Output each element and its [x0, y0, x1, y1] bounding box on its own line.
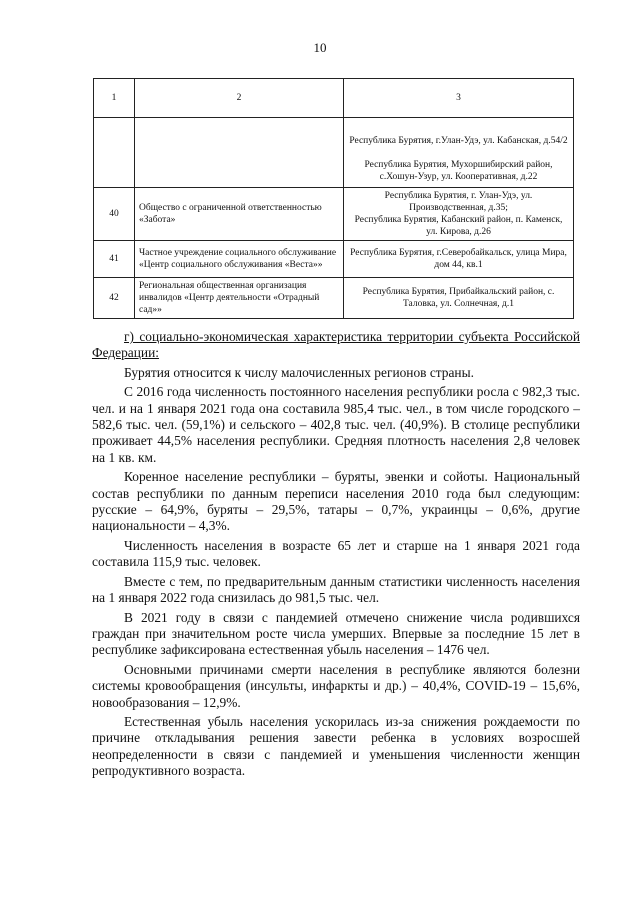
organizations-table: [93, 78, 574, 319]
address: Республика Бурятия, г.Северобайкальск, улица Мира, дом 44, кв.1: [350, 248, 567, 270]
paragraph: С 2016 года численность постоянного населения республики росла с 982,3 тыс. чел. и на 1 января 2021 года она составила 985,4 тыс. чел., в том числе городского – 582,6 тыс. чел. (59,1%) и сельского – 402,8 тыс. чел. (40,9%). В столице республики проживает 44,5% населения республики. Средняя плотность населения 2,8 человек на 1 кв. км.: [92, 384, 580, 465]
section-title-text: г) социально-экономическая характеристика территории субъекта Российской Федерации:: [92, 329, 580, 361]
row-number: 42: [94, 278, 135, 319]
organization-name: Частное учреждение социального обслуживание «Центр социального обслуживания «Веста»»: [135, 241, 344, 278]
page-number: 10: [313, 40, 327, 55]
organization-addresses: [344, 278, 574, 319]
header-col-1: 1: [94, 79, 135, 118]
table-header-row: [94, 79, 574, 118]
paragraph: Естественная убыль населения ускорилась из-за снижения рождаемости по причине откладывания решения завести ребенка в условиях возросшей неопределенности в связи с пандемией и уменьшения численности женщин репродуктивного возраста.: [92, 713, 580, 779]
organization-name: Региональная общественная организация инвалидов «Центр деятельности «Отрадный сад»»: [135, 278, 344, 319]
table-row: [94, 278, 574, 319]
organization-addresses: [344, 241, 574, 278]
row-number: 40: [94, 188, 135, 241]
organization-addresses: [344, 188, 574, 241]
row-number: [94, 118, 135, 188]
table-row: [94, 118, 574, 188]
header-col-3: 3: [344, 79, 574, 118]
header-col-2: 2: [135, 79, 344, 118]
paragraph: Коренное население республики – буряты, эвенки и сойоты. Национальный состав республики по данным переписи населения 2010 года был следующим: русские – 64,9%, буряты – 29,5%, татары – 0,7%, украинцы – 0,6%, другие национальности – 4,3%.: [92, 469, 580, 534]
row-number: 41: [94, 241, 135, 278]
paragraph: Бурятия относится к числу малочисленных регионов страны.: [124, 364, 474, 380]
organization-name: [135, 118, 344, 188]
address: Республика Бурятия, Прибайкальский район, с. Таловка, ул. Солнечная, д.1: [362, 287, 555, 309]
address: Республика Бурятия, Мухоршибирский район, с.Хошун-Узур, ул. Кооперативная, д.22: [364, 159, 553, 182]
table-row: [94, 241, 574, 278]
organization-name: Общество с ограниченной ответственностью «Забота»: [135, 188, 344, 241]
paragraph: В 2021 году в связи с пандемией отмечено снижение числа родившихся граждан при значительном росте числа умерших. Впервые за последние 15 лет в республике зафиксирована естественная убыль населения – 1476 чел.: [92, 609, 580, 658]
section-title: [92, 329, 580, 362]
table-row: [94, 188, 574, 241]
address: Республика Бурятия, г.Улан-Удэ, ул. Кабанская, д.54/2: [349, 135, 568, 146]
paragraph: Вместе с тем, по предварительным данным статистики численность населения на 1 января 2022 года снизилась до 981,5 тыс. чел.: [92, 573, 580, 606]
paragraph: Основными причинами смерти населения в республике являются болезни системы кровообращения (инсульты, инфаркты и др.) – 40,4%, COVID-19 – 15,6%, новообразования – 12,9%.: [92, 661, 580, 710]
organization-addresses: [344, 118, 574, 188]
paragraph: Численность населения в возрасте 65 лет и старше на 1 января 2021 года составила 115,9 тыс. человек.: [92, 537, 580, 570]
body-text: [92, 329, 580, 783]
address: Республика Бурятия, Кабанский район, п. Каменск, ул. Кирова, д.26: [354, 215, 563, 237]
address: Республика Бурятия, г. Улан-Удэ, ул. Производственная, д.35;: [384, 191, 533, 213]
